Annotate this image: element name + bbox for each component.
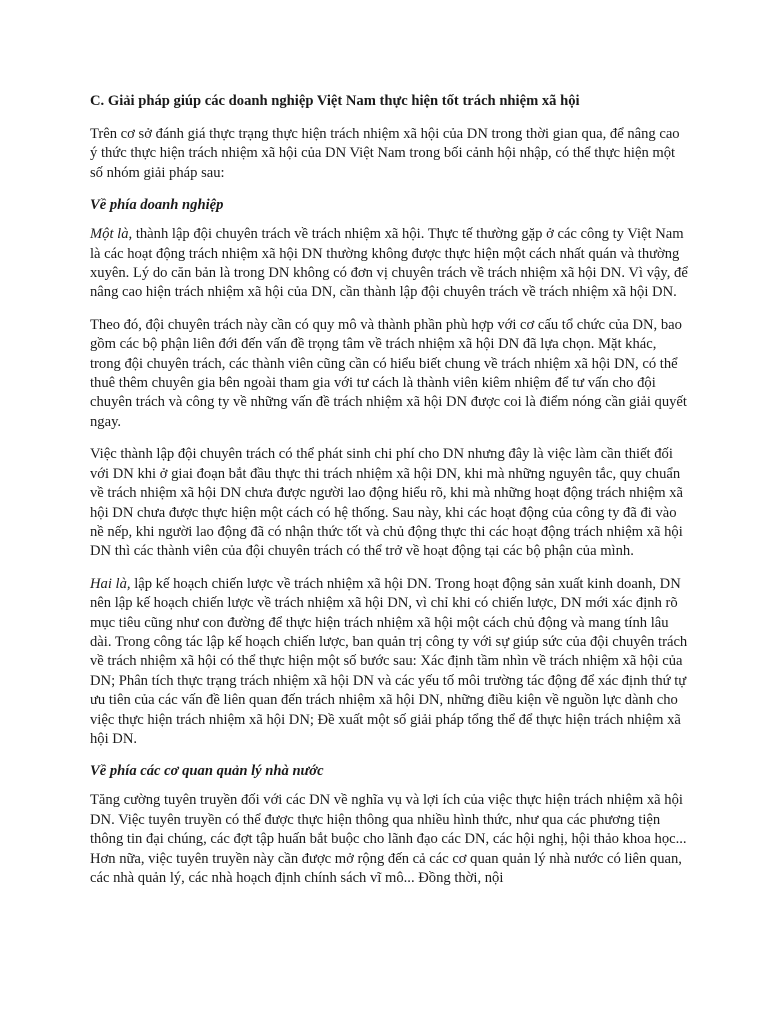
paragraph-lead: Hai là, <box>90 575 131 592</box>
paragraph-hai-la <box>90 575 688 750</box>
paragraph-body: thành lập đội chuyên trách về trách nhiệm xã hội. Thực tế thường gặp ở các công ty Việt Nam là các hoạt động trách nhiệm xã hội DN thường không được thực hiện một cách nhất quán và thường xuyên. Lý do căn bản là trong DN không có đơn vị chuyên trách về trách nhiệm xã hội DN. Vì vậy, để nâng cao hiện trách nhiệm xã hội của DN, cần thành lập đội chuyên trách về trách nhiệm xã hội DN. <box>90 226 688 301</box>
paragraph-mot-la <box>90 225 688 303</box>
paragraph-body: lập kế hoạch chiến lược về trách nhiệm xã hội DN. Trong hoạt động sản xuất kinh doanh, DN nên lập kế hoạch chiến lược về trách nhiệm xã hội DN, vì chỉ khi có chiến lược, DN mới xác định rõ mục tiêu cũng như con đường để thực hiện trách nhiệm xã hội một cách chủ động và mang tính lâu dài. Trong công tác lập kế hoạch chiến lược, ban quản trị công ty với sự giúp sức của đội chuyên trách về trách nhiệm xã hội có thể thực hiện một số bước sau: Xác định tầm nhìn về trách nhiệm xã hội của DN; Phân tích thực trạng trách nhiệm xã hội DN và các yếu tố môi trường tác động để xác định thứ tự ưu tiên của các vấn đề liên quan đến trách nhiệm xã hội DN, những điều kiện về nguồn lực dành cho việc thực hiện trách nhiệm xã hội DN; Đề xuất một số giải pháp tổng thể để thực hiện trách nhiệm xã hội DN. <box>90 575 688 747</box>
document-page <box>90 92 688 901</box>
intro-paragraph: Trên cơ sở đánh giá thực trạng thực hiện trách nhiệm xã hội của DN trong thời gian qua, để nâng cao ý thức thực hiện trách nhiệm xã hội của DN Việt Nam trong bối cảnh hội nhập, có thể thực hiện một số nhóm giải pháp sau: <box>90 126 680 181</box>
document-title: C. Giải pháp giúp các doanh nghiệp Việt Nam thực hiện tốt trách nhiệm xã hội <box>90 93 580 109</box>
paragraph-viec-thanh-lap: Việc thành lập đội chuyên trách có thể phát sinh chi phí cho DN nhưng đây là việc làm cần thiết đối với DN khi ở giai đoạn bắt đầu thực thi trách nhiệm xã hội DN, khi mà những nguyên tắc, quy chuẩn về trách nhiệm xã hội DN chưa được người lao động hiểu rõ, khi mà những hoạt động trách nhiệm xã hội DN chưa được thực hiện một cách có hệ thống. Sau này, khi các hoạt động của công ty đã đi vào nề nếp, khi người lao động đã có nhận thức tốt và chủ động thực thi các hoạt động trách nhiệm xã hội DN thì các thành viên của đội chuyên trách có thể trở về hoạt động tại các bộ phận của mình. <box>90 446 683 560</box>
paragraph-lead: Một là, <box>90 226 133 243</box>
section-heading-business: Về phía doanh nghiệp <box>90 197 224 214</box>
section-heading-government: Về phía các cơ quan quản lý nhà nước <box>90 763 324 780</box>
paragraph-tang-cuong: Tăng cường tuyên truyền đối với các DN về nghĩa vụ và lợi ích của việc thực hiện trách nhiệm xã hội DN. Việc tuyên truyền có thể được thực hiện thông qua nhiều hình thức, như qua các phương tiện thông tin đại chúng, các đợt tập huấn bắt buộc cho lãnh đạo các DN, các hội nghị, hội thảo khoa học... Hơn nữa, việc tuyên truyền này cần được mở rộng đến cả các cơ quan quản lý nhà nước có liên quan, các nhà quản lý, các nhà hoạch định chính sách vĩ mô... Đồng thời, nội <box>90 792 687 886</box>
paragraph-theo-do: Theo đó, đội chuyên trách này cần có quy mô và thành phần phù hợp với cơ cấu tổ chức của DN, bao gồm các bộ phận liên đới đến vấn đề trọng tâm về trách nhiệm xã hội DN đã lựa chọn. Mặt khác, trong đội chuyên trách, các thành viên cũng cần có hiểu biết chung về trách nhiệm xã hội DN, có thể thuê thêm chuyên gia bên ngoài tham gia với tư cách là thành viên kiêm nhiệm để tư vấn cho đội chuyên trách và công ty về những vấn đề trách nhiệm xã hội DN được coi là điểm nóng cần giải quyết ngay. <box>90 316 687 430</box>
